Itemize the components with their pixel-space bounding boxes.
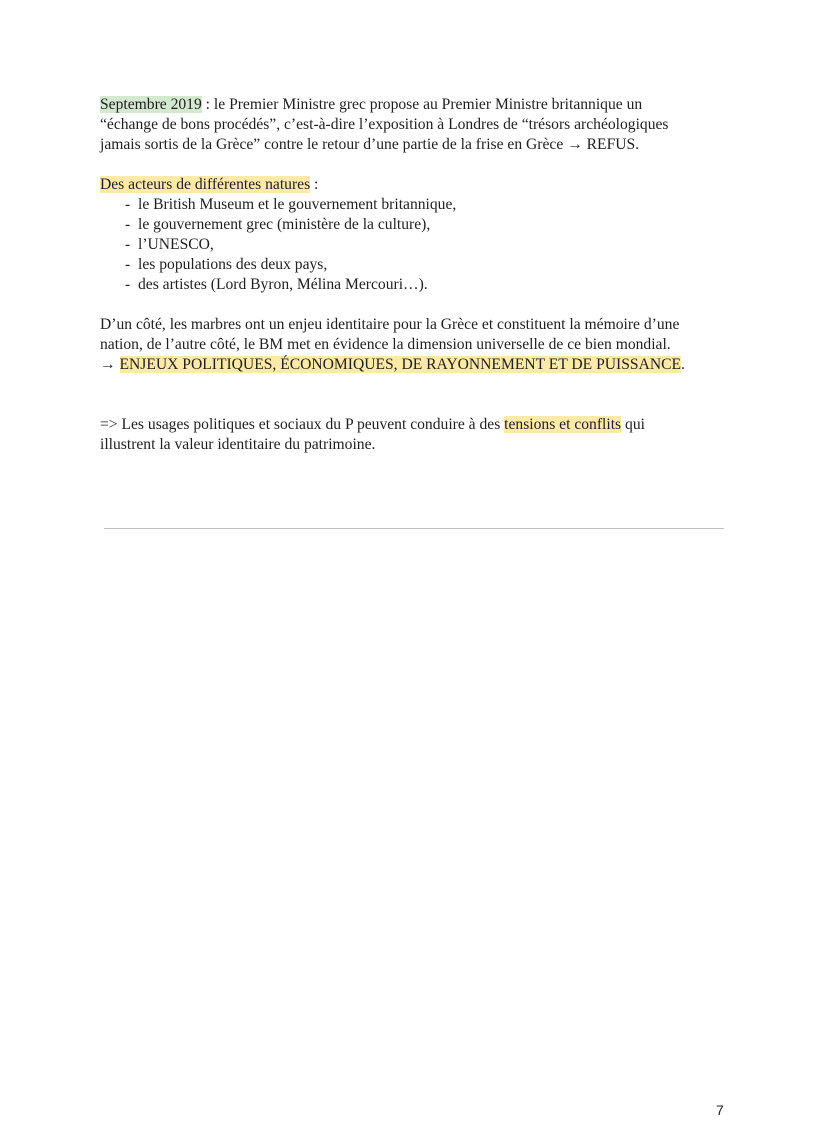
dash-bullet: - <box>125 256 131 273</box>
list-item-text: le gouvernement grec (ministère de la culture), <box>138 216 431 233</box>
paragraph3-line2: nation, de l’autre côté, le BM met en évidence la dimension universelle de ce bien mondial. <box>100 336 671 353</box>
list-item <box>100 215 740 235</box>
paragraph1-line2: “échange de bons procédés”, c’est-à-dire l’exposition à Londres de “trésors archéologiques <box>100 116 669 133</box>
dash-bullet: - <box>125 196 131 213</box>
list-item <box>100 275 740 295</box>
list-item <box>100 255 740 275</box>
page-body <box>100 95 740 455</box>
paragraph4-line1-start: => Les usages politiques et sociaux du P peuvent conduire à des <box>100 416 505 433</box>
page-number: 7 <box>716 1102 724 1118</box>
list-item-text: les populations des deux pays, <box>138 256 328 273</box>
enjeux-highlight: ENJEUX POLITIQUES, ÉCONOMIQUES, DE RAYONNEMENT ET DE PUISSANCE <box>119 356 682 373</box>
dash-bullet: - <box>125 216 131 233</box>
list-item-text: l’UNESCO, <box>138 236 214 253</box>
list-item-text: le British Museum et le gouvernement britannique, <box>138 196 457 213</box>
list-item-text: des artistes (Lord Byron, Mélina Mercouri…). <box>138 276 428 293</box>
date-highlight: Septembre 2019 <box>100 96 202 113</box>
tensions-highlight: tensions et conflits <box>504 416 622 433</box>
actors-heading-suffix: : <box>310 176 319 193</box>
paragraph1-line1: : le Premier Ministre grec propose au Premier Ministre britannique un <box>201 96 643 113</box>
horizontal-divider <box>104 528 724 529</box>
paragraph-septembre-2019 <box>100 95 740 155</box>
paragraph3-end: . <box>681 356 685 373</box>
arrow-glyph: → <box>100 356 120 373</box>
list-item <box>100 235 740 255</box>
paragraph4-line1-end: qui <box>621 416 645 433</box>
dash-bullet: - <box>125 276 131 293</box>
actors-heading-highlight: Des acteurs de différentes natures <box>100 176 311 193</box>
paragraph1-line3: jamais sortis de la Grèce” contre le retour d’une partie de la frise en Grèce → REFUS. <box>100 136 640 153</box>
paragraph4-line2: illustrent la valeur identitaire du patrimoine. <box>100 436 376 453</box>
paragraph-conclusion <box>100 415 740 455</box>
dash-bullet: - <box>125 236 131 253</box>
list-item <box>100 195 740 215</box>
actors-heading <box>100 175 740 195</box>
actors-list <box>100 195 740 295</box>
paragraph3-line1: D’un côté, les marbres ont un enjeu identitaire pour la Grèce et constituent la mémoire d’une <box>100 316 680 333</box>
paragraph-marbres <box>100 315 740 375</box>
